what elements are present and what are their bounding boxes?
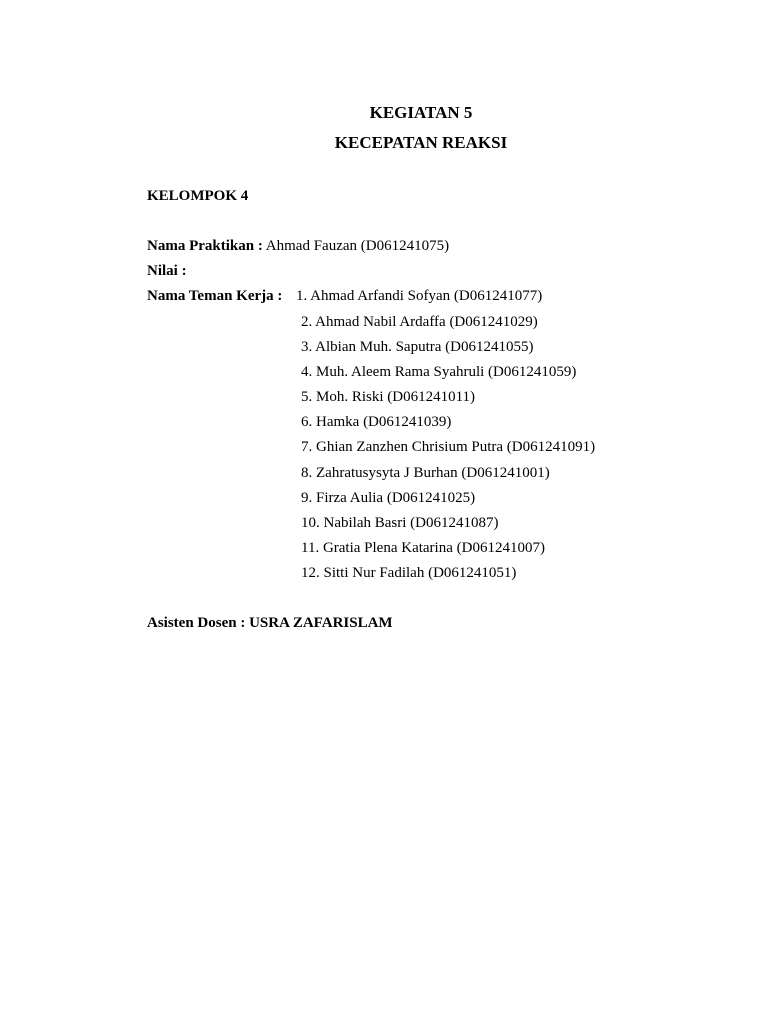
asisten-dosen-line: Asisten Dosen : USRA ZAFARISLAM	[147, 615, 393, 631]
document-subtitle: KECEPATAN REAKSI	[334, 133, 508, 152]
document-title: KEGIATAN 5	[369, 103, 473, 122]
member-item: 4. Muh. Aleem Rama Syahruli (D061241059)	[301, 364, 577, 380]
member-item: 12. Sitti Nur Fadilah (D061241051)	[301, 565, 517, 581]
member-item: 7. Ghian Zanzhen Chrisium Putra (D061241091)	[301, 439, 596, 455]
member-item: 3. Albian Muh. Saputra (D061241055)	[301, 339, 534, 355]
praktikan-row	[147, 236, 449, 256]
group-label: KELOMPOK 4	[147, 188, 249, 204]
member-item: 9. Firza Aulia (D061241025)	[301, 490, 476, 506]
praktikan-value: Ahmad Fauzan (D061241075)	[265, 238, 450, 254]
member-item: 6. Hamka (D061241039)	[301, 414, 452, 430]
praktikan-label: Nama Praktikan :	[147, 238, 263, 254]
member-item: 8. Zahratusysyta J Burhan (D061241001)	[301, 465, 550, 481]
member-item: 1. Ahmad Arfandi Sofyan (D061241077)	[296, 288, 543, 304]
member-item: 10. Nabilah Basri (D061241087)	[301, 515, 499, 531]
member-item: 11. Gratia Plena Katarina (D061241007)	[301, 540, 545, 556]
member-item: 5. Moh. Riski (D061241011)	[301, 389, 476, 405]
member-item: 2. Ahmad Nabil Ardaffa (D061241029)	[301, 314, 538, 330]
teman-kerja-label: Nama Teman Kerja :	[147, 288, 283, 304]
nilai-label: Nilai :	[147, 263, 187, 279]
